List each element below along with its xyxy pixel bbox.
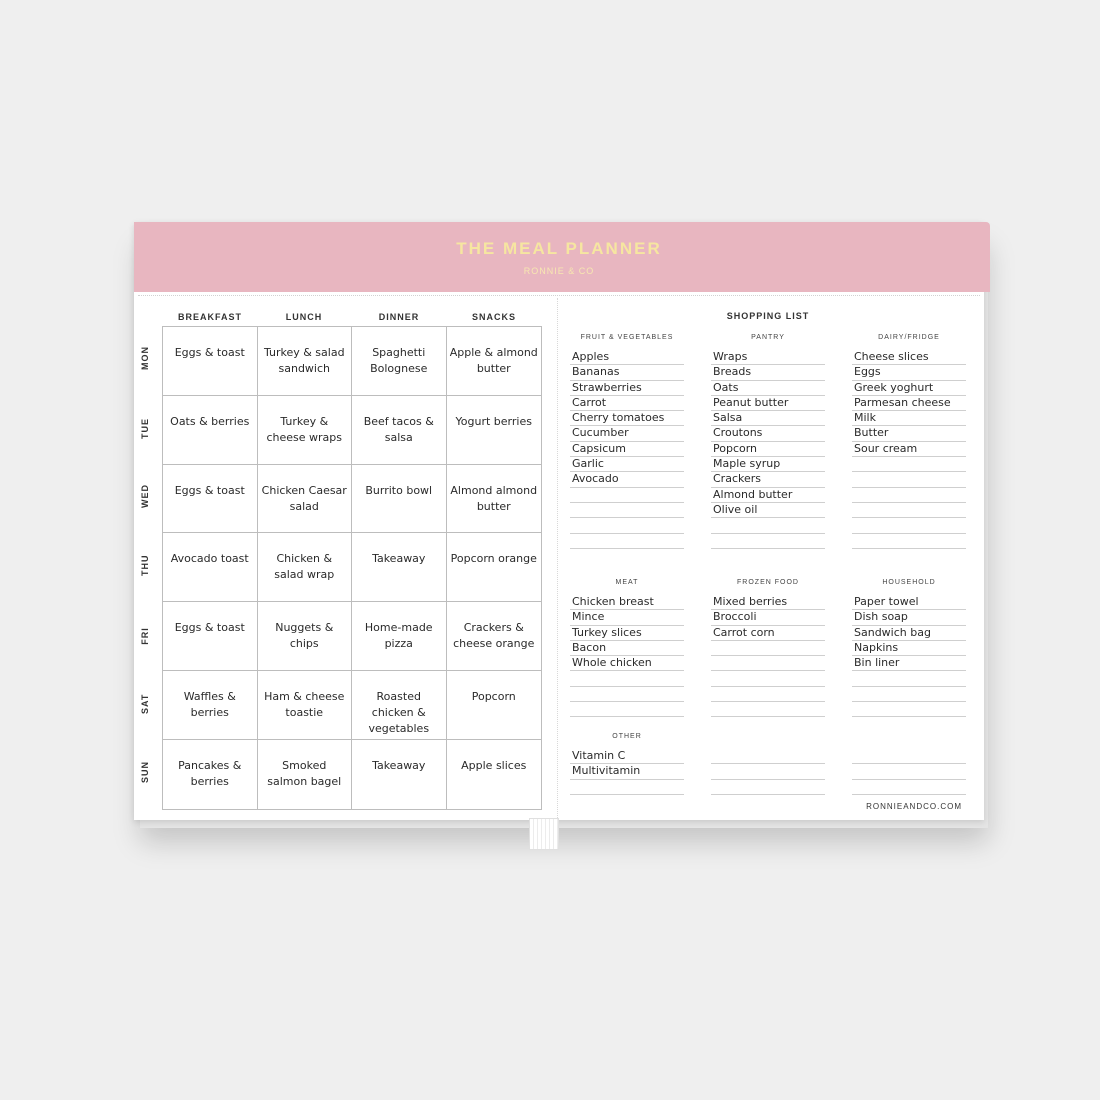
header-tab [984, 222, 990, 292]
shopping-item[interactable] [570, 503, 684, 518]
day-label: THU [140, 554, 150, 577]
shopping-item[interactable]: Almond butter [711, 488, 825, 503]
meal-cell[interactable]: Chicken & salad wrap [258, 533, 353, 602]
shopping-item[interactable] [711, 518, 825, 533]
blank-line[interactable] [852, 749, 966, 764]
shopping-item[interactable]: Capsicum [570, 442, 684, 457]
meal-cell[interactable]: Roasted chicken & vegetables [352, 671, 447, 740]
shopping-item[interactable]: Broccoli [711, 610, 825, 625]
shopping-item[interactable]: Eggs [852, 365, 966, 380]
shopping-category-title: OTHER [612, 733, 642, 740]
shopping-item[interactable]: Bananas [570, 365, 684, 380]
divider-line [557, 298, 558, 818]
brand-subtitle: RONNIE & CO [523, 266, 595, 276]
shopping-item[interactable] [570, 702, 684, 717]
day-label: MON [140, 346, 150, 370]
shopping-item[interactable] [570, 488, 684, 503]
shopping-category-title: FROZEN FOOD [737, 579, 799, 586]
shopping-item[interactable] [570, 671, 684, 686]
shopping-item[interactable]: Garlic [570, 457, 684, 472]
shopping-category-title: FRUIT & VEGETABLES [580, 334, 674, 341]
shopping-item[interactable]: Apples [570, 350, 684, 365]
shopping-item[interactable]: Wraps [711, 350, 825, 365]
shopping-list [570, 595, 684, 717]
day-label: SUN [140, 760, 150, 783]
shopping-item[interactable]: Carrot [570, 396, 684, 411]
shopping-list-title: SHOPPING LIST [726, 311, 810, 321]
meal-cell[interactable]: Avocado toast [163, 533, 258, 602]
perforation-line [138, 295, 980, 296]
shopping-item[interactable]: Breads [711, 365, 825, 380]
shopping-item[interactable]: Milk [852, 411, 966, 426]
shopping-item[interactable]: Oats [711, 381, 825, 396]
column-header-lunch: LUNCH [285, 312, 323, 322]
shopping-list [570, 749, 684, 795]
shopping-item[interactable] [852, 518, 966, 533]
website-footer: RONNIEANDCO.COM [866, 802, 962, 811]
meal-cell[interactable]: Eggs & toast [163, 602, 258, 671]
shopping-item[interactable]: Maple syrup [711, 457, 825, 472]
shopping-item[interactable]: Olive oil [711, 503, 825, 518]
shopping-item[interactable]: Mixed berries [711, 595, 825, 610]
day-label: SAT [140, 693, 150, 714]
shopping-item[interactable] [852, 488, 966, 503]
shopping-item[interactable] [711, 671, 825, 686]
shopping-item[interactable]: Turkey slices [570, 626, 684, 641]
day-label: TUE [140, 417, 150, 439]
blank-line[interactable] [711, 764, 825, 779]
shopping-blank-lines [711, 749, 825, 795]
shopping-item[interactable] [570, 780, 684, 795]
shopping-item[interactable]: Greek yoghurt [852, 381, 966, 396]
shopping-item[interactable]: Avocado [570, 472, 684, 487]
meal-cell[interactable]: Apple & almond butter [447, 327, 542, 396]
column-header-snacks: SNACKS [471, 312, 516, 322]
shopping-item[interactable]: Butter [852, 426, 966, 441]
shopping-category-title: HOUSEHOLD [882, 579, 936, 586]
meal-cell[interactable]: Popcorn [447, 671, 542, 740]
shopping-item[interactable] [711, 656, 825, 671]
shopping-item[interactable] [711, 641, 825, 656]
shopping-category-title: MEAT [615, 579, 639, 586]
shopping-item[interactable]: Multivitamin [570, 764, 684, 779]
meal-cell[interactable]: Eggs & toast [163, 327, 258, 396]
shopping-item[interactable] [852, 457, 966, 472]
meal-cell[interactable]: Burrito bowl [352, 465, 447, 534]
blank-line[interactable] [711, 749, 825, 764]
shopping-item[interactable] [852, 534, 966, 549]
planner-header [134, 222, 984, 292]
shopping-item[interactable] [570, 534, 684, 549]
blank-line[interactable] [852, 780, 966, 795]
page-title: THE MEAL PLANNER [456, 239, 662, 258]
meal-cell[interactable]: Takeaway [352, 740, 447, 809]
shopping-item[interactable]: Crackers [711, 472, 825, 487]
day-label: WED [140, 483, 150, 508]
meal-cell[interactable]: Turkey & salad sandwich [258, 327, 353, 396]
shopping-item[interactable]: Vitamin C [570, 749, 684, 764]
meal-cell[interactable]: Almond almond butter [447, 465, 542, 534]
shopping-item[interactable]: Mince [570, 610, 684, 625]
shopping-list [711, 350, 825, 549]
shopping-item[interactable] [711, 702, 825, 717]
meal-cell[interactable]: Crackers & cheese orange [447, 602, 542, 671]
shopping-item[interactable] [852, 503, 966, 518]
shopping-item[interactable] [852, 702, 966, 717]
shopping-item[interactable] [711, 687, 825, 702]
meal-cell[interactable]: Waffles & berries [163, 671, 258, 740]
shopping-list [570, 350, 684, 549]
meal-cell[interactable]: Ham & cheese toastie [258, 671, 353, 740]
shopping-item[interactable]: Bacon [570, 641, 684, 656]
shopping-item[interactable] [852, 687, 966, 702]
column-header-dinner: DINNER [378, 312, 420, 322]
meal-cell[interactable]: Home-made pizza [352, 602, 447, 671]
meal-cell[interactable]: Nuggets & chips [258, 602, 353, 671]
shopping-item[interactable] [570, 518, 684, 533]
shopping-item[interactable]: Napkins [852, 641, 966, 656]
meal-cell[interactable]: Eggs & toast [163, 465, 258, 534]
meal-cell[interactable]: Chicken Caesar salad [258, 465, 353, 534]
column-header-breakfast: BREAKFAST [177, 312, 242, 322]
shopping-item[interactable]: Sour cream [852, 442, 966, 457]
meal-cell[interactable]: Yogurt berries [447, 396, 542, 465]
ribbon-bookmark [529, 818, 559, 850]
shopping-item[interactable] [570, 687, 684, 702]
shopping-category-title: PANTRY [751, 334, 785, 341]
blank-line[interactable] [711, 780, 825, 795]
shopping-item[interactable] [711, 534, 825, 549]
shopping-item[interactable]: Carrot corn [711, 626, 825, 641]
shopping-item[interactable]: Strawberries [570, 381, 684, 396]
meal-cell[interactable]: Beef tacos & salsa [352, 396, 447, 465]
meal-cell[interactable]: Pancakes & berries [163, 740, 258, 809]
meal-cell[interactable]: Spaghetti Bolognese [352, 327, 447, 396]
shopping-list [711, 595, 825, 717]
shopping-item[interactable]: Bin liner [852, 656, 966, 671]
shopping-item[interactable]: Sandwich bag [852, 626, 966, 641]
shopping-list [852, 350, 966, 549]
blank-line[interactable] [852, 764, 966, 779]
meal-cell[interactable]: Apple slices [461, 758, 527, 772]
shopping-item[interactable]: Chicken breast [570, 595, 684, 610]
shopping-item[interactable]: Popcorn [711, 442, 825, 457]
meal-cell[interactable]: Popcorn orange [447, 533, 542, 602]
shopping-item[interactable]: Whole chicken [570, 656, 684, 671]
shopping-item[interactable] [852, 472, 966, 487]
meal-cell[interactable]: Smoked salmon bagel [258, 740, 353, 809]
shopping-item[interactable]: Peanut butter [711, 396, 825, 411]
shopping-item[interactable]: Cheese slices [852, 350, 966, 365]
shopping-item[interactable]: Paper towel [852, 595, 966, 610]
meal-cell[interactable]: Takeaway [352, 533, 447, 602]
meal-planner-sheet [134, 222, 984, 820]
shopping-item[interactable]: Dish soap [852, 610, 966, 625]
meal-grid [162, 326, 542, 810]
shopping-list [852, 595, 966, 717]
day-label: FRI [140, 627, 150, 645]
shopping-item[interactable]: Parmesan cheese [852, 396, 966, 411]
shopping-item[interactable]: Salsa [711, 411, 825, 426]
shopping-category-title: DAIRY/FRIDGE [878, 334, 940, 341]
meal-cell[interactable]: Oats & berries [163, 396, 258, 465]
shopping-item[interactable]: Cherry tomatoes [570, 411, 684, 426]
shopping-item[interactable]: Cucumber [570, 426, 684, 441]
shopping-blank-lines [852, 749, 966, 795]
shopping-item[interactable] [852, 671, 966, 686]
shopping-item[interactable]: Croutons [711, 426, 825, 441]
meal-cell[interactable]: Turkey & cheese wraps [258, 396, 353, 465]
